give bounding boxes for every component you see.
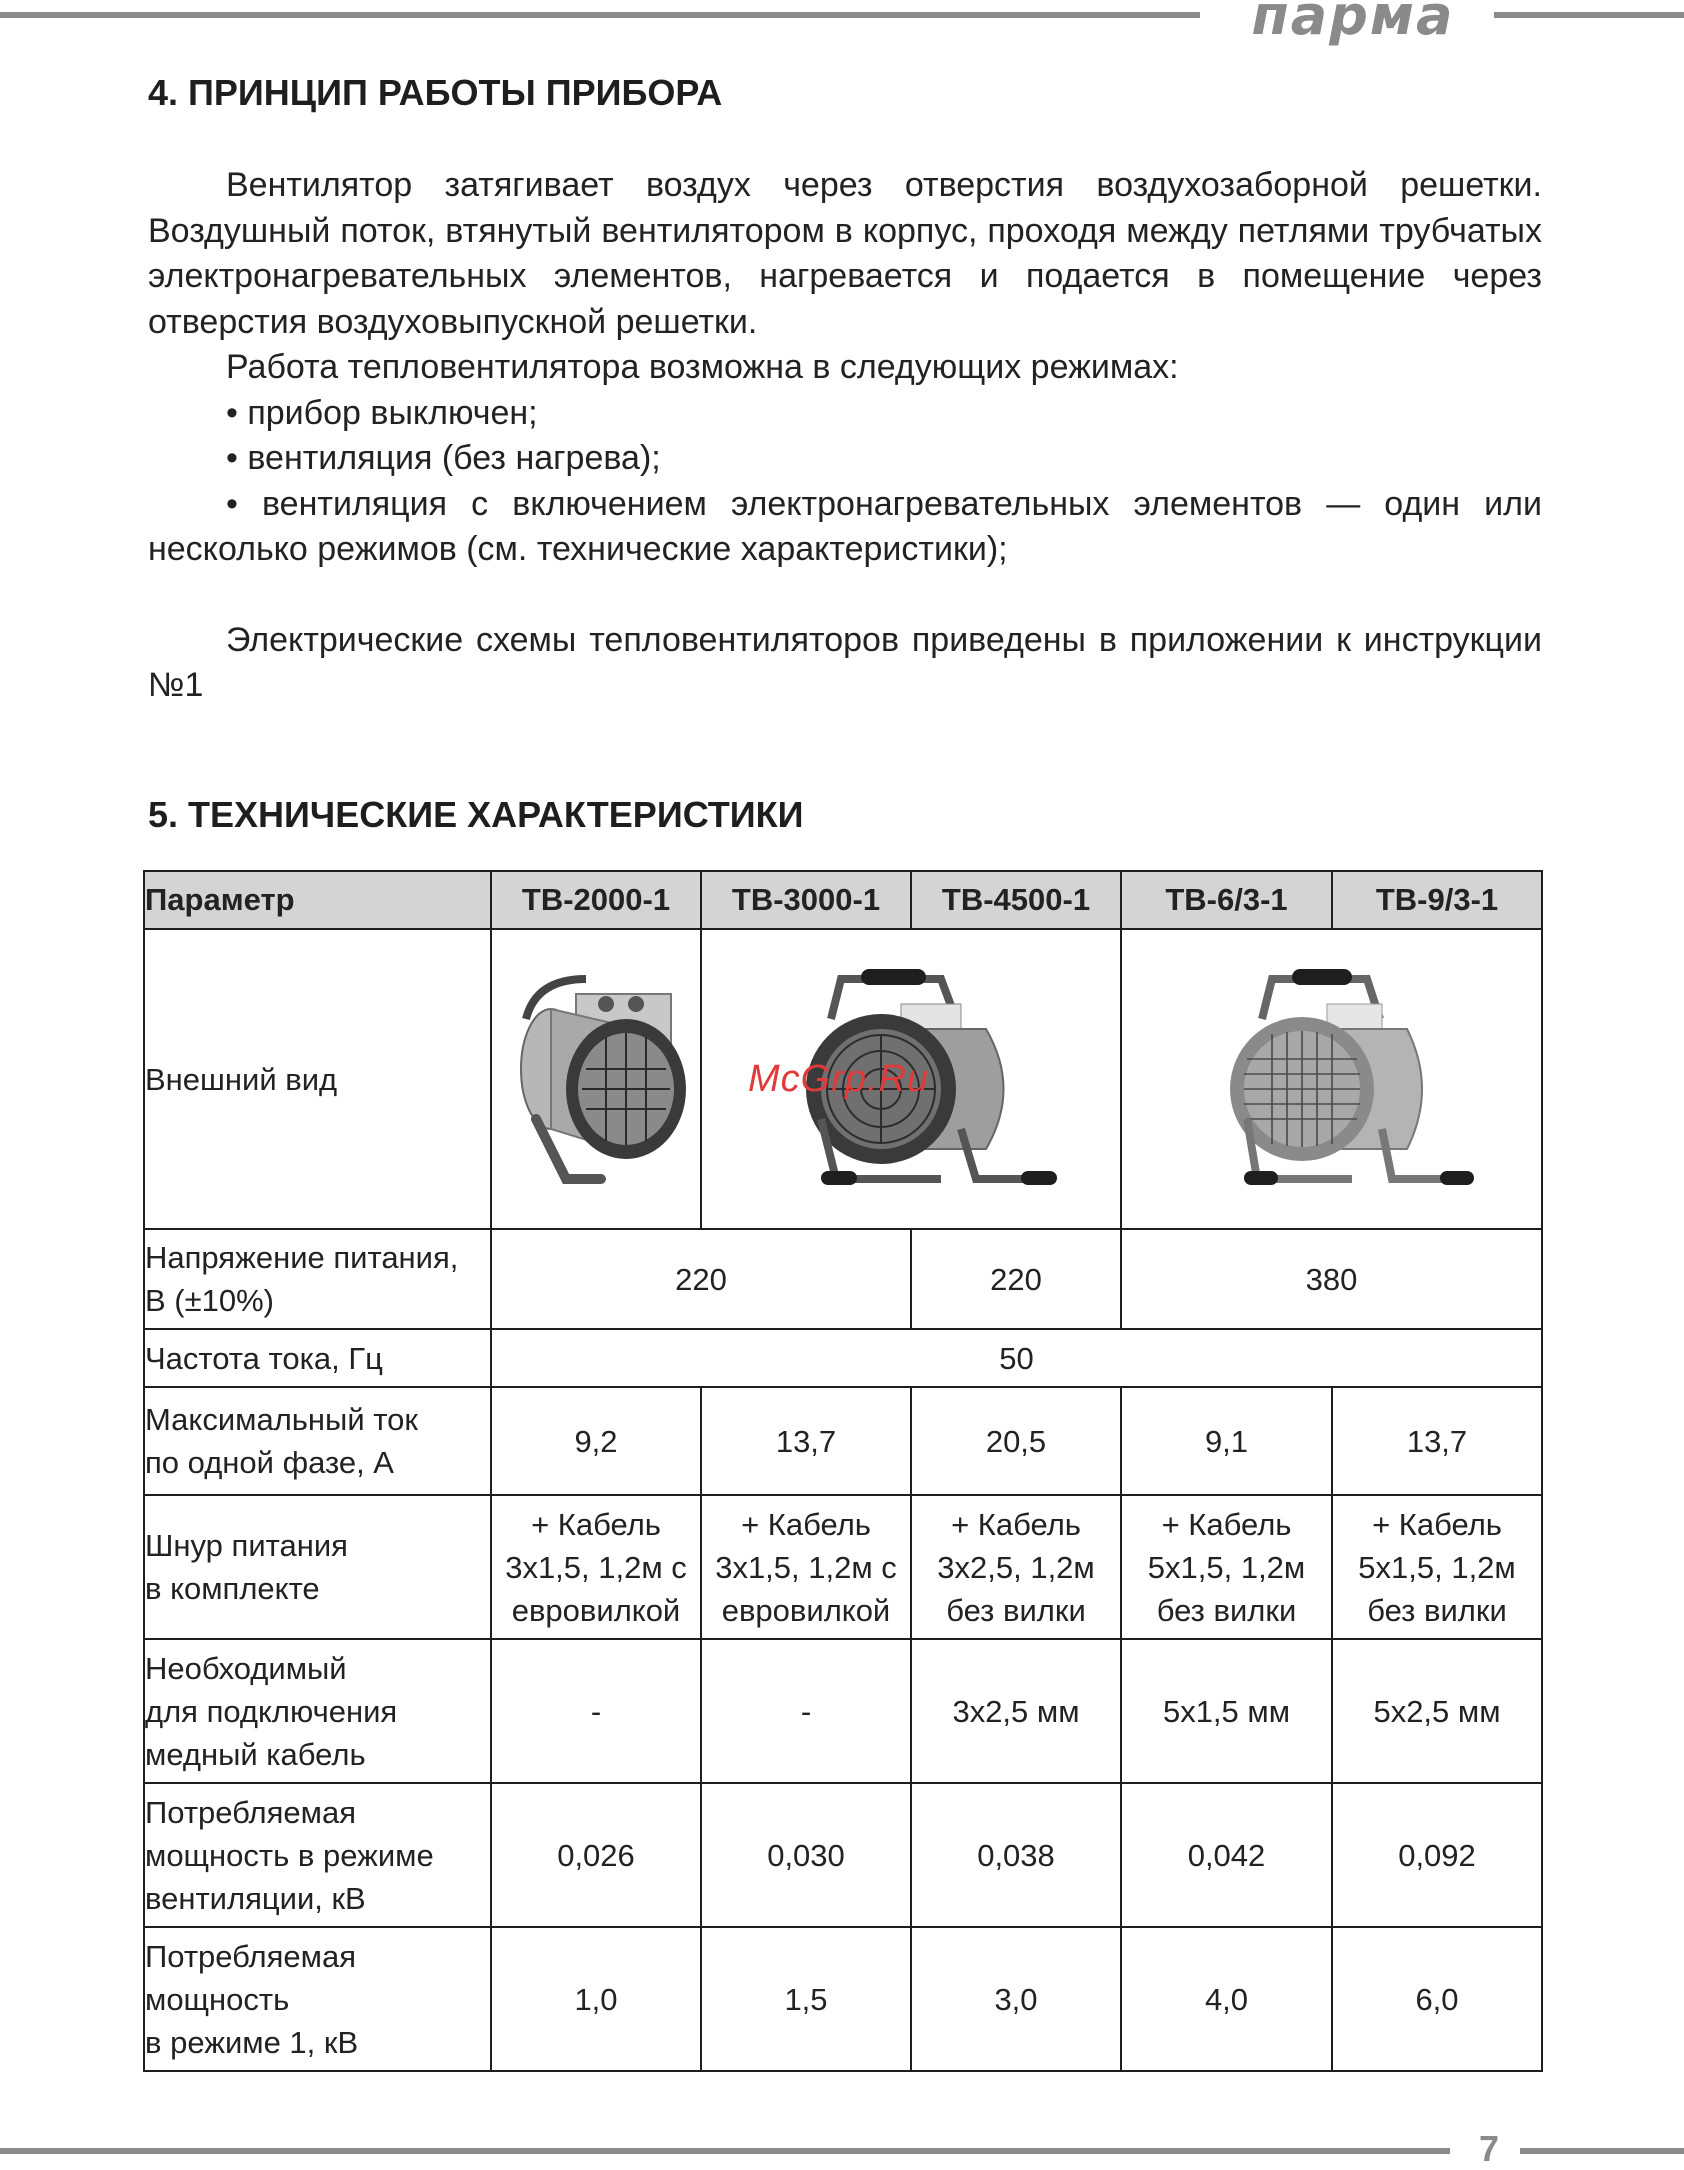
table-row-voltage xyxy=(144,1229,1542,1329)
power-cord-value: + Кабель 3х1,5, 1,2м с евровилкой xyxy=(701,1495,911,1639)
header-rule-right xyxy=(1494,12,1684,18)
section-4-title: 4. ПРИНЦИП РАБОТЫ ПРИБОРА xyxy=(148,72,723,113)
paragraph-schemes: Электрические схемы тепловентиляторов приведены в приложении к инструкции №1 xyxy=(148,620,1542,704)
mode1-power-value: 4,0 xyxy=(1121,1927,1332,2071)
mode1-power-value: 3,0 xyxy=(911,1927,1121,2071)
appearance-label: Внешний вид xyxy=(144,929,491,1229)
spec-table xyxy=(143,870,1543,2072)
power-cord-value: + Кабель 5х1,5, 1,2м без вилки xyxy=(1332,1495,1542,1639)
vent-power-value: 0,042 xyxy=(1121,1783,1332,1927)
table-row-cable xyxy=(144,1639,1542,1783)
header-rule-left xyxy=(0,12,1200,18)
cable-value: 5х1,5 мм xyxy=(1121,1639,1332,1783)
table-row-frequency xyxy=(144,1329,1542,1387)
mode1-power-label: Потребляемая мощность в режиме 1, кВ xyxy=(144,1927,491,2071)
table-row-vent-power xyxy=(144,1783,1542,1927)
power-cord-value: + Кабель 3х2,5, 1,2м без вилки xyxy=(911,1495,1121,1639)
footer-rule-right xyxy=(1520,2148,1684,2154)
header-model: ТВ-9/3-1 xyxy=(1332,871,1542,929)
max-current-value: 13,7 xyxy=(1332,1387,1542,1495)
table-header-row xyxy=(144,871,1542,929)
paragraph-principle: Вентилятор затягивает воздух через отверстия воздухозаборной решетки. Воздушный поток, втянутый вентилятором в корпус, проходя между петлями трубчатых электронагревательных элементов, нагревается и подается в помещение через отверстия воздуховыпускной решетки. xyxy=(148,166,1542,341)
header-model: ТВ-4500-1 xyxy=(911,871,1121,929)
mode1-power-value: 6,0 xyxy=(1332,1927,1542,2071)
page-number: 7 xyxy=(1478,2128,1500,2169)
voltage-value: 380 xyxy=(1121,1229,1542,1329)
cable-value: 5х2,5 мм xyxy=(1332,1639,1542,1783)
power-cord-value: + Кабель 3х1,5, 1,2м с евровилкой xyxy=(491,1495,701,1639)
section-4-body xyxy=(148,163,1542,709)
mode-item: • вентиляция (без нагрева); xyxy=(226,439,661,477)
cable-label: Необходимый для подключения медный кабель xyxy=(144,1639,491,1783)
max-current-label: Максимальный ток по одной фазе, А xyxy=(144,1387,491,1495)
voltage-value: 220 xyxy=(911,1229,1121,1329)
watermark: McGrp.Ru xyxy=(748,1058,930,1100)
vent-power-value: 0,038 xyxy=(911,1783,1121,1927)
cable-value: - xyxy=(701,1639,911,1783)
max-current-value: 13,7 xyxy=(701,1387,911,1495)
mode1-power-value: 1,0 xyxy=(491,1927,701,2071)
vent-power-value: 0,030 xyxy=(701,1783,911,1927)
paragraph-modes-intro: Работа тепловентилятора возможна в следующих режимах: xyxy=(226,348,1179,386)
table-row-max-current xyxy=(144,1387,1542,1495)
vent-power-value: 0,026 xyxy=(491,1783,701,1927)
header-parameter: Параметр xyxy=(144,871,491,929)
max-current-value: 9,1 xyxy=(1121,1387,1332,1495)
heater-image-small xyxy=(491,929,701,1229)
section-5-title: 5. ТЕХНИЧЕСКИЕ ХАРАКТЕРИСТИКИ xyxy=(148,794,804,835)
frequency-label: Частота тока, Гц xyxy=(144,1329,491,1387)
header-model: ТВ-3000-1 xyxy=(701,871,911,929)
vent-power-value: 0,092 xyxy=(1332,1783,1542,1927)
footer-rule-left xyxy=(0,2148,1450,2154)
power-cord-value: + Кабель 5х1,5, 1,2м без вилки xyxy=(1121,1495,1332,1639)
voltage-value: 220 xyxy=(491,1229,911,1329)
power-cord-label: Шнур питания в комплекте xyxy=(144,1495,491,1639)
voltage-label: Напряжение питания, В (±10%) xyxy=(144,1229,491,1329)
vent-power-label: Потребляемая мощность в режиме вентиляции, кВ xyxy=(144,1783,491,1927)
max-current-value: 9,2 xyxy=(491,1387,701,1495)
max-current-value: 20,5 xyxy=(911,1387,1121,1495)
mode-item: • прибор выключен; xyxy=(226,393,538,432)
header-model: ТВ-6/3-1 xyxy=(1121,871,1332,929)
cable-value: - xyxy=(491,1639,701,1783)
table-row-power-cord xyxy=(144,1495,1542,1639)
header-model: ТВ-2000-1 xyxy=(491,871,701,929)
mode1-power-value: 1,5 xyxy=(701,1927,911,2071)
cable-value: 3х2,5 мм xyxy=(911,1639,1121,1783)
table-row-mode1-power xyxy=(144,1927,1542,2071)
frequency-value: 50 xyxy=(491,1329,1542,1387)
brand-logo: парма xyxy=(1251,0,1455,47)
heater-image-large xyxy=(1121,929,1542,1229)
mode-item: • вентиляция с включением электронагревательных элементов — один или несколько режимов (см. технические характеристики); xyxy=(148,484,1542,568)
